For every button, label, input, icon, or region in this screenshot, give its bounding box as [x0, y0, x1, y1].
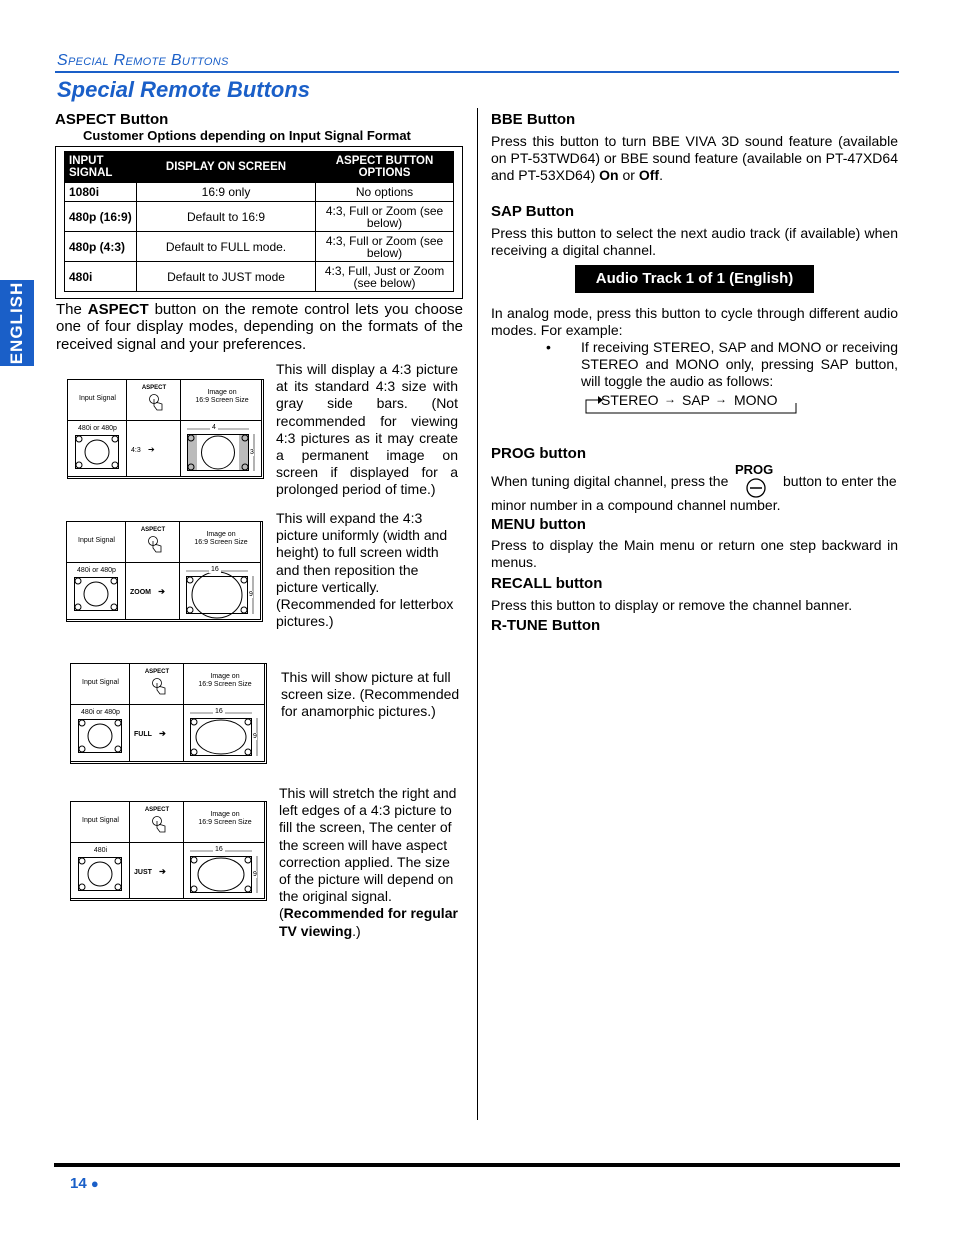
- table-cell: 4:3, Full or Zoom (see below): [316, 202, 454, 232]
- prog-text-pre: When tuning digital channel, press the: [491, 473, 729, 489]
- mode-label: FULL ➔: [134, 729, 166, 738]
- mode-label: JUST ➔: [134, 867, 166, 876]
- mode-desc-full: This will show picture at full screen size. (Recommended for anamorphic pictures.): [281, 669, 460, 720]
- input-signal-label: Input Signal: [79, 395, 116, 402]
- aspect-diagram-full: [70, 663, 267, 764]
- table-cell: No options: [316, 183, 454, 202]
- bullet-icon: •: [546, 339, 551, 355]
- aspect-diagram-just: [70, 801, 267, 901]
- mode-label: 4:3 ➔: [131, 445, 155, 454]
- menu-text: Press to display the Main menu or return one step backward in menus.: [491, 537, 898, 570]
- table-cell: Default to FULL mode.: [137, 232, 316, 262]
- aspect-label: ASPECT: [144, 807, 170, 813]
- recall-text: Press this button to display or remove the channel banner.: [491, 597, 853, 613]
- aspect-label: ASPECT: [140, 527, 166, 533]
- table-row: [65, 232, 454, 262]
- pointing-hand-icon: [151, 677, 167, 697]
- sap-heading: SAP Button: [491, 203, 575, 220]
- sap-text: Press this button to select the next audio track (if available) when receiving a digital channel.: [491, 225, 898, 258]
- menu-heading: MENU button: [491, 516, 586, 533]
- pointing-hand-icon: [147, 535, 163, 555]
- table-row: [65, 183, 454, 202]
- width-label: 16: [211, 566, 219, 573]
- table-cell: 4:3, Full or Zoom (see below): [316, 232, 454, 262]
- cycle-stereo: STEREO: [601, 392, 659, 408]
- width-label: 16: [215, 846, 223, 853]
- input-signal-label: Input Signal: [82, 817, 119, 824]
- arrow-right-icon: →: [715, 392, 727, 406]
- page-number: 14 ●: [70, 1175, 99, 1192]
- audio-cycle-diagram: [584, 392, 799, 416]
- bbe-text: Press this button to turn BBE VIVA 3D sound feature (available on PT-53TWD64) or BBE sound feature (available on PT-47XD64 and PT-53XD64) On or Off.: [491, 133, 898, 183]
- col-header-input: INPUT SIGNAL: [65, 152, 137, 183]
- mode-desc-zoom: This will expand the 4:3 picture uniformly (width and height) to full screen width and then reposition the picture vertically. (Recommended for letterbox pictures.): [276, 510, 454, 630]
- audio-track-banner: Audio Track 1 of 1 (English): [575, 265, 814, 293]
- table-cell: 1080i: [65, 183, 137, 202]
- table-cell: 4:3, Full, Just or Zoom (see below): [316, 262, 454, 292]
- page-title: Special Remote Buttons: [57, 77, 311, 102]
- prog-text-post: button to enter the: [783, 473, 897, 489]
- table-row: [65, 202, 454, 232]
- options-table-frame: [55, 146, 463, 299]
- input-signal-label: Input Signal: [78, 537, 115, 544]
- language-tab: [0, 280, 34, 366]
- aspect-diagram-zoom: [66, 521, 263, 622]
- rtune-heading: R-TUNE Button: [491, 617, 601, 634]
- mode-label: ZOOM ➔: [130, 587, 165, 596]
- sap-bullet-text: If receiving STEREO, SAP and MONO or receiving STEREO and MONO only, pressing SAP button, will toggle the audio as follows:: [581, 339, 898, 389]
- image-on-label: Image on 16:9 Screen Size: [194, 531, 248, 546]
- table-cell: Default to JUST mode: [137, 262, 316, 292]
- arrow-right-icon: ➔: [145, 445, 155, 454]
- height-label: 3: [250, 448, 254, 456]
- image-on-label: Image on 16:9 Screen Size: [198, 673, 252, 688]
- signal-format-label: 480i or 480p: [77, 567, 116, 574]
- pointing-hand-icon: [148, 393, 164, 413]
- height-label: 9: [253, 733, 257, 740]
- prog-heading: PROG button: [491, 445, 586, 462]
- arrow-right-icon: ➔: [156, 729, 166, 738]
- table-cell: 480i: [65, 262, 137, 292]
- mode-desc-4-3: This will display a 4:3 picture at its standard 4:3 size with gray side bars. (Not recommended for viewing 4:3 pictures as it may create a permanent image on screen if displayed for a prolonged period of time.): [276, 361, 458, 498]
- aspect-intro: The ASPECT button on the remote control lets you choose one of four display modes, depending on the formats of the received signal and your preferences.: [56, 301, 464, 353]
- column-divider: [477, 108, 478, 1120]
- col-header-display: DISPLAY ON SCREEN: [137, 152, 316, 183]
- language-tab-label: ENGLISH: [7, 281, 26, 365]
- bullet-dot-icon: ●: [90, 1176, 99, 1191]
- options-table: [64, 151, 454, 292]
- table-cell: 480p (16:9): [65, 202, 137, 232]
- aspect-label: ASPECT: [141, 385, 167, 391]
- table-cell: 16:9 only: [137, 183, 316, 202]
- arrow-right-icon: ➔: [156, 587, 165, 596]
- aspect-label: ASPECT: [144, 669, 170, 675]
- aspect-diagram-4-3: [67, 379, 264, 479]
- header-rule: [55, 71, 899, 73]
- width-label: 16: [215, 708, 223, 715]
- recall-heading: RECALL button: [491, 575, 603, 592]
- aspect-heading: ASPECT Button: [55, 111, 169, 128]
- width-label: 4: [212, 424, 216, 431]
- pointing-hand-icon: [151, 815, 167, 835]
- prog-button-label: PROG: [735, 462, 774, 477]
- height-label: 9: [253, 870, 257, 878]
- signal-format-label: 480i or 480p: [81, 709, 120, 716]
- footer-rule: [54, 1163, 900, 1167]
- source-picture-icon: [78, 857, 122, 891]
- cycle-sap: SAP: [682, 392, 711, 408]
- source-picture-icon: [78, 719, 122, 753]
- height-label: 9: [249, 591, 253, 598]
- image-on-label: Image on 16:9 Screen Size: [198, 811, 252, 826]
- image-on-label: Image on 16:9 Screen Size: [195, 389, 249, 404]
- running-header: Special Remote Buttons: [57, 52, 229, 69]
- bbe-heading: BBE Button: [491, 111, 576, 128]
- input-signal-label: Input Signal: [82, 679, 119, 686]
- table-row: [65, 262, 454, 292]
- table-cell: Default to 16:9: [137, 202, 316, 232]
- cycle-mono: MONO: [734, 392, 778, 408]
- source-picture-icon: [74, 577, 118, 611]
- table-caption: Customer Options depending on Input Signal Format: [83, 128, 411, 143]
- prog-text-line2: minor number in a compound channel number.: [491, 497, 781, 513]
- prog-button-icon: [746, 478, 766, 498]
- signal-format-label: 480i: [93, 847, 108, 854]
- signal-format-label: 480i or 480p: [78, 425, 117, 432]
- source-picture-icon: [75, 435, 119, 469]
- col-header-options: ASPECT BUTTON OPTIONS: [316, 152, 454, 183]
- sap-analog-text: In analog mode, press this button to cycle through different audio modes. For example:: [491, 305, 898, 338]
- mode-desc-just: This will stretch the right and left edges of a 4:3 picture to fill the screen, The center of the screen will have aspect correction applied. The size of the picture will depend on the original signal. (Recommended for regular TV viewing.): [279, 785, 458, 939]
- table-cell: 480p (4:3): [65, 232, 137, 262]
- arrow-right-icon: ➔: [156, 867, 166, 876]
- arrow-right-icon: →: [664, 392, 676, 406]
